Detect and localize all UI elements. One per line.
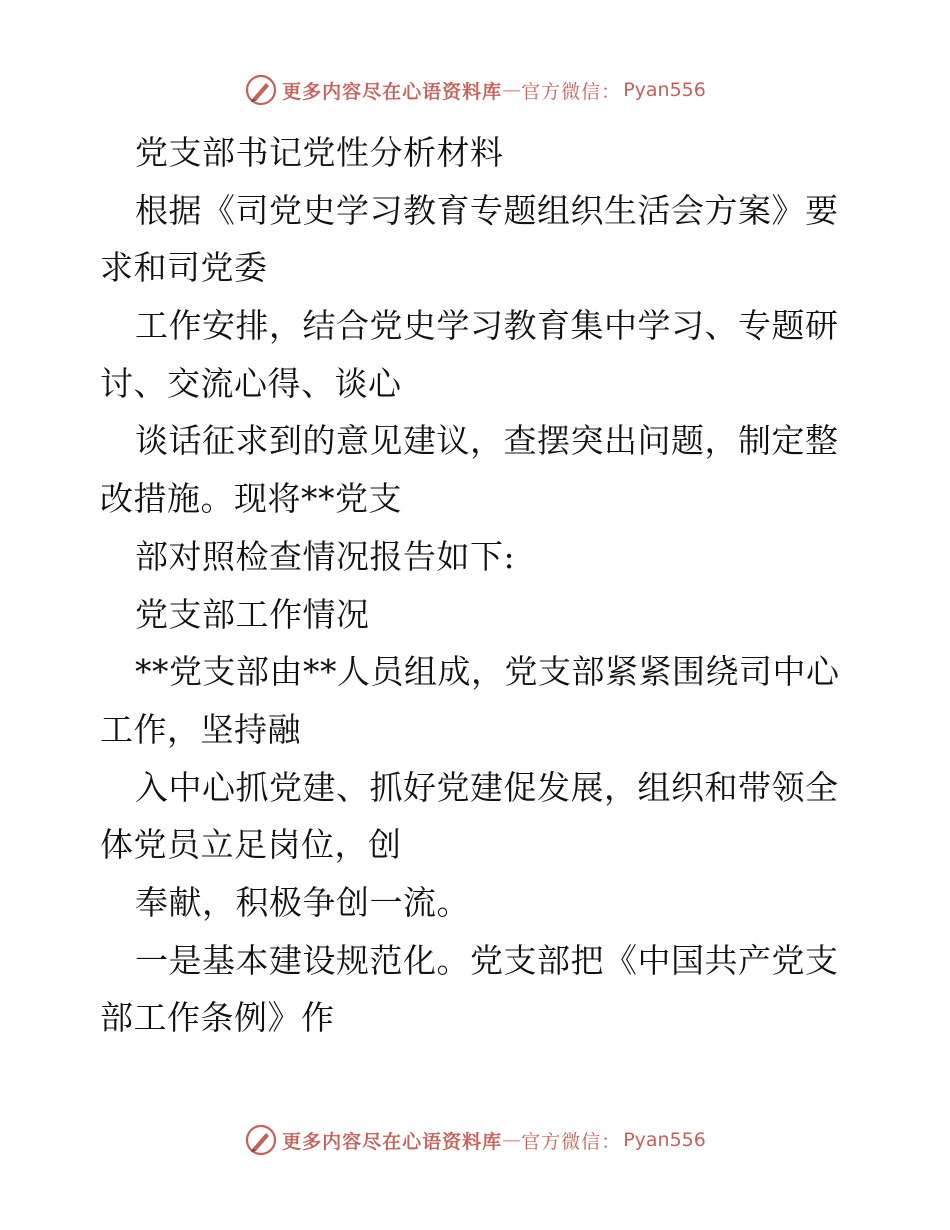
text-line: 入中心抓党建、抓好党建促发展，组织和带领全 bbox=[135, 767, 839, 807]
pen-circle-icon bbox=[244, 73, 278, 107]
watermark-separator: — bbox=[502, 79, 522, 101]
text-line: 体党员立足岗位，创 bbox=[100, 825, 402, 865]
text-line: 谈话征求到的意见建议，查摆突出问题，制定整 bbox=[135, 421, 839, 461]
watermark-brand: 更多内容尽在心语资料库 bbox=[282, 80, 503, 103]
text-line: 工作，坚持融 bbox=[100, 709, 301, 749]
text-line: 部对照检查情况报告如下: bbox=[135, 536, 516, 576]
document-body bbox=[100, 124, 852, 1047]
text-line: 根据《司党史学习教育专题组织生活会方案》要 bbox=[135, 190, 839, 230]
text-line: 讨、交流心得、谈心 bbox=[100, 363, 402, 403]
watermark-separator: — bbox=[502, 1129, 522, 1151]
document-title: 党支部书记党性分析材料 bbox=[135, 133, 504, 172]
text-line: 奉献，积极争创一流。 bbox=[135, 882, 470, 922]
header-watermark bbox=[0, 70, 950, 110]
section-heading: 党支部工作情况 bbox=[135, 594, 370, 634]
text-line: 工作安排，结合党史学习教育集中学习、专题研 bbox=[135, 306, 839, 346]
text-line: 一是基本建设规范化。党支部把《中国共产党支 bbox=[135, 940, 839, 980]
text-line: 部工作条例》作 bbox=[100, 998, 335, 1038]
text-line: 改措施。现将**党支 bbox=[100, 479, 402, 519]
watermark-label: 官方微信： bbox=[521, 1130, 622, 1153]
text-line: **党支部由**人员组成，党支部紧紧围绕司中心 bbox=[135, 652, 840, 692]
pen-circle-icon bbox=[244, 1123, 278, 1157]
watermark-wechat-id: Pyan556 bbox=[623, 79, 706, 101]
text-line: 求和司党委 bbox=[100, 248, 268, 288]
watermark-brand: 更多内容尽在心语资料库 bbox=[282, 1130, 503, 1153]
watermark-label: 官方微信： bbox=[521, 80, 622, 103]
watermark-wechat-id: Pyan556 bbox=[623, 1129, 706, 1151]
footer-watermark bbox=[0, 1120, 950, 1160]
